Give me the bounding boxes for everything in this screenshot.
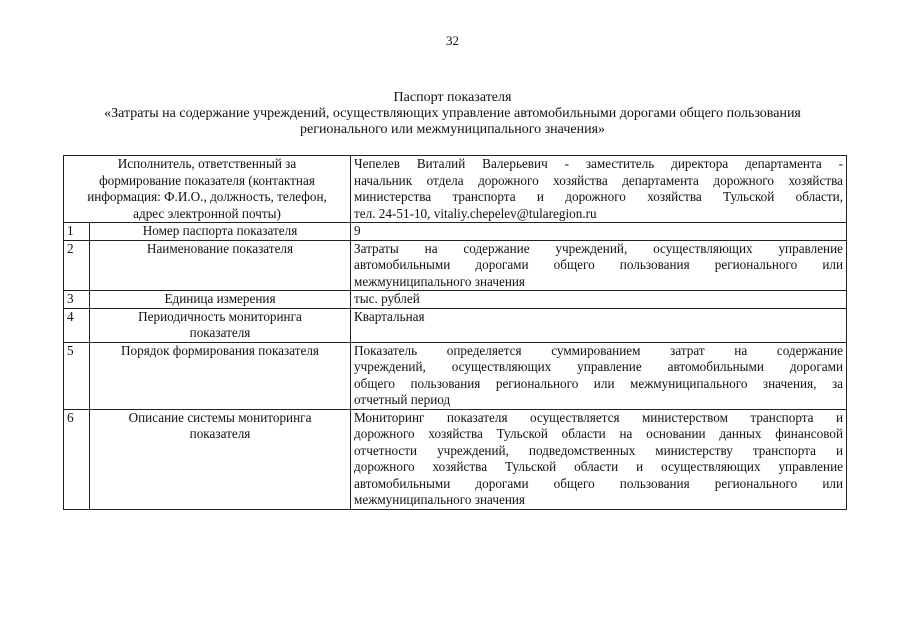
- row-name-line: Периодичность мониторинга: [138, 308, 302, 324]
- row-value-line: учреждений, осуществляющих управление автомобильными дорогами: [354, 359, 844, 374]
- row-name: [90, 409, 351, 509]
- row-number: 1: [64, 223, 90, 241]
- row-number: 2: [64, 240, 90, 291]
- row-name: [90, 291, 351, 309]
- row-number: 4: [64, 308, 90, 342]
- row-value: [351, 291, 847, 309]
- table-row: [64, 308, 847, 342]
- table-row: [64, 240, 847, 291]
- row-number: 5: [64, 342, 90, 409]
- row-value-line: дорожного хозяйства Тульской области на основании данных финансовой: [354, 426, 844, 441]
- indicator-passport-table: [63, 155, 847, 510]
- row-value-line: Мониторинг показателя осуществляется министерством транспорта и: [354, 409, 844, 425]
- row-value-line: Показатель определяется суммированием затрат на содержание: [354, 342, 844, 358]
- title-line-3: регионального или межмуниципального значения»: [299, 122, 606, 137]
- row-name-line: Единица измерения: [164, 291, 276, 306]
- row-value-line: 9: [354, 223, 361, 238]
- row-value-line: автомобильными дорогами общего пользования регионального или: [354, 257, 844, 272]
- row-value-line: дорожного хозяйства Тульской области и осуществляющих управление: [354, 459, 844, 474]
- title-line-2: «Затраты на содержание учреждений, осуществляющих управление автомобильными дорогами общего пользования: [104, 106, 801, 121]
- row-value: [351, 223, 847, 241]
- table-row: [64, 291, 847, 309]
- row-value: [351, 342, 847, 409]
- header-value-cell: [351, 156, 847, 223]
- row-value-line: Затраты на содержание учреждений, осуществляющих управление: [354, 240, 844, 256]
- row-name-line: Описание системы мониторинга: [128, 409, 312, 425]
- header-name-line: информация: Ф.И.О., должность, телефон,: [87, 189, 327, 204]
- row-name: [90, 308, 351, 342]
- row-name-line: Номер паспорта показателя: [142, 223, 298, 238]
- row-value-line: межмуниципального значения: [354, 273, 525, 289]
- row-value-line: тыс. рублей: [354, 291, 420, 306]
- title-line-1: Паспорт показателя: [393, 90, 512, 105]
- table-row: [64, 409, 847, 509]
- row-value: [351, 240, 847, 291]
- row-value-line: общего пользования регионального или межмуниципального значения, за: [354, 375, 844, 391]
- row-name: [90, 342, 351, 409]
- row-name-line: показателя: [189, 325, 251, 340]
- header-name-line: адрес электронной почты): [133, 205, 281, 221]
- row-name: [90, 223, 351, 241]
- header-value-line: тел. 24-51-10, vitaliy.chepelev@tularegion.ru: [354, 205, 597, 221]
- table-row: [64, 342, 847, 409]
- row-value-line: отчетности учреждений, подведомственных министерству транспорта и: [354, 442, 844, 458]
- row-name-line: Порядок формирования показателя: [121, 342, 319, 358]
- header-value-line: Чепелев Виталий Валерьевич - заместитель директора департамента -: [354, 156, 844, 171]
- document-title: [60, 90, 845, 138]
- row-name-line: Наименование показателя: [146, 240, 294, 256]
- header-name-line: формирование показателя (контактная: [99, 172, 315, 188]
- row-name-line: показателя: [189, 426, 251, 441]
- row-number: 6: [64, 409, 90, 509]
- row-name: [90, 240, 351, 291]
- row-number: 3: [64, 291, 90, 309]
- header-name-cell: [64, 156, 351, 223]
- row-value-line: межмуниципального значения: [354, 492, 525, 507]
- row-value: [351, 409, 847, 509]
- table-row: [64, 223, 847, 241]
- header-value-line: министерства транспорта и дорожного хозяйства Тульской области,: [354, 189, 844, 204]
- row-value-line: Квартальная: [354, 308, 425, 324]
- table-row-header: [64, 156, 847, 223]
- header-value-line: начальник отдела дорожного хозяйства департамента дорожного хозяйства: [354, 172, 844, 188]
- row-value-line: автомобильными дорогами общего пользования регионального или: [354, 475, 844, 491]
- row-value-line: отчетный период: [354, 392, 451, 407]
- page-number: 32: [446, 33, 459, 48]
- header-name-line: Исполнитель, ответственный за: [117, 156, 297, 171]
- row-value: [351, 308, 847, 342]
